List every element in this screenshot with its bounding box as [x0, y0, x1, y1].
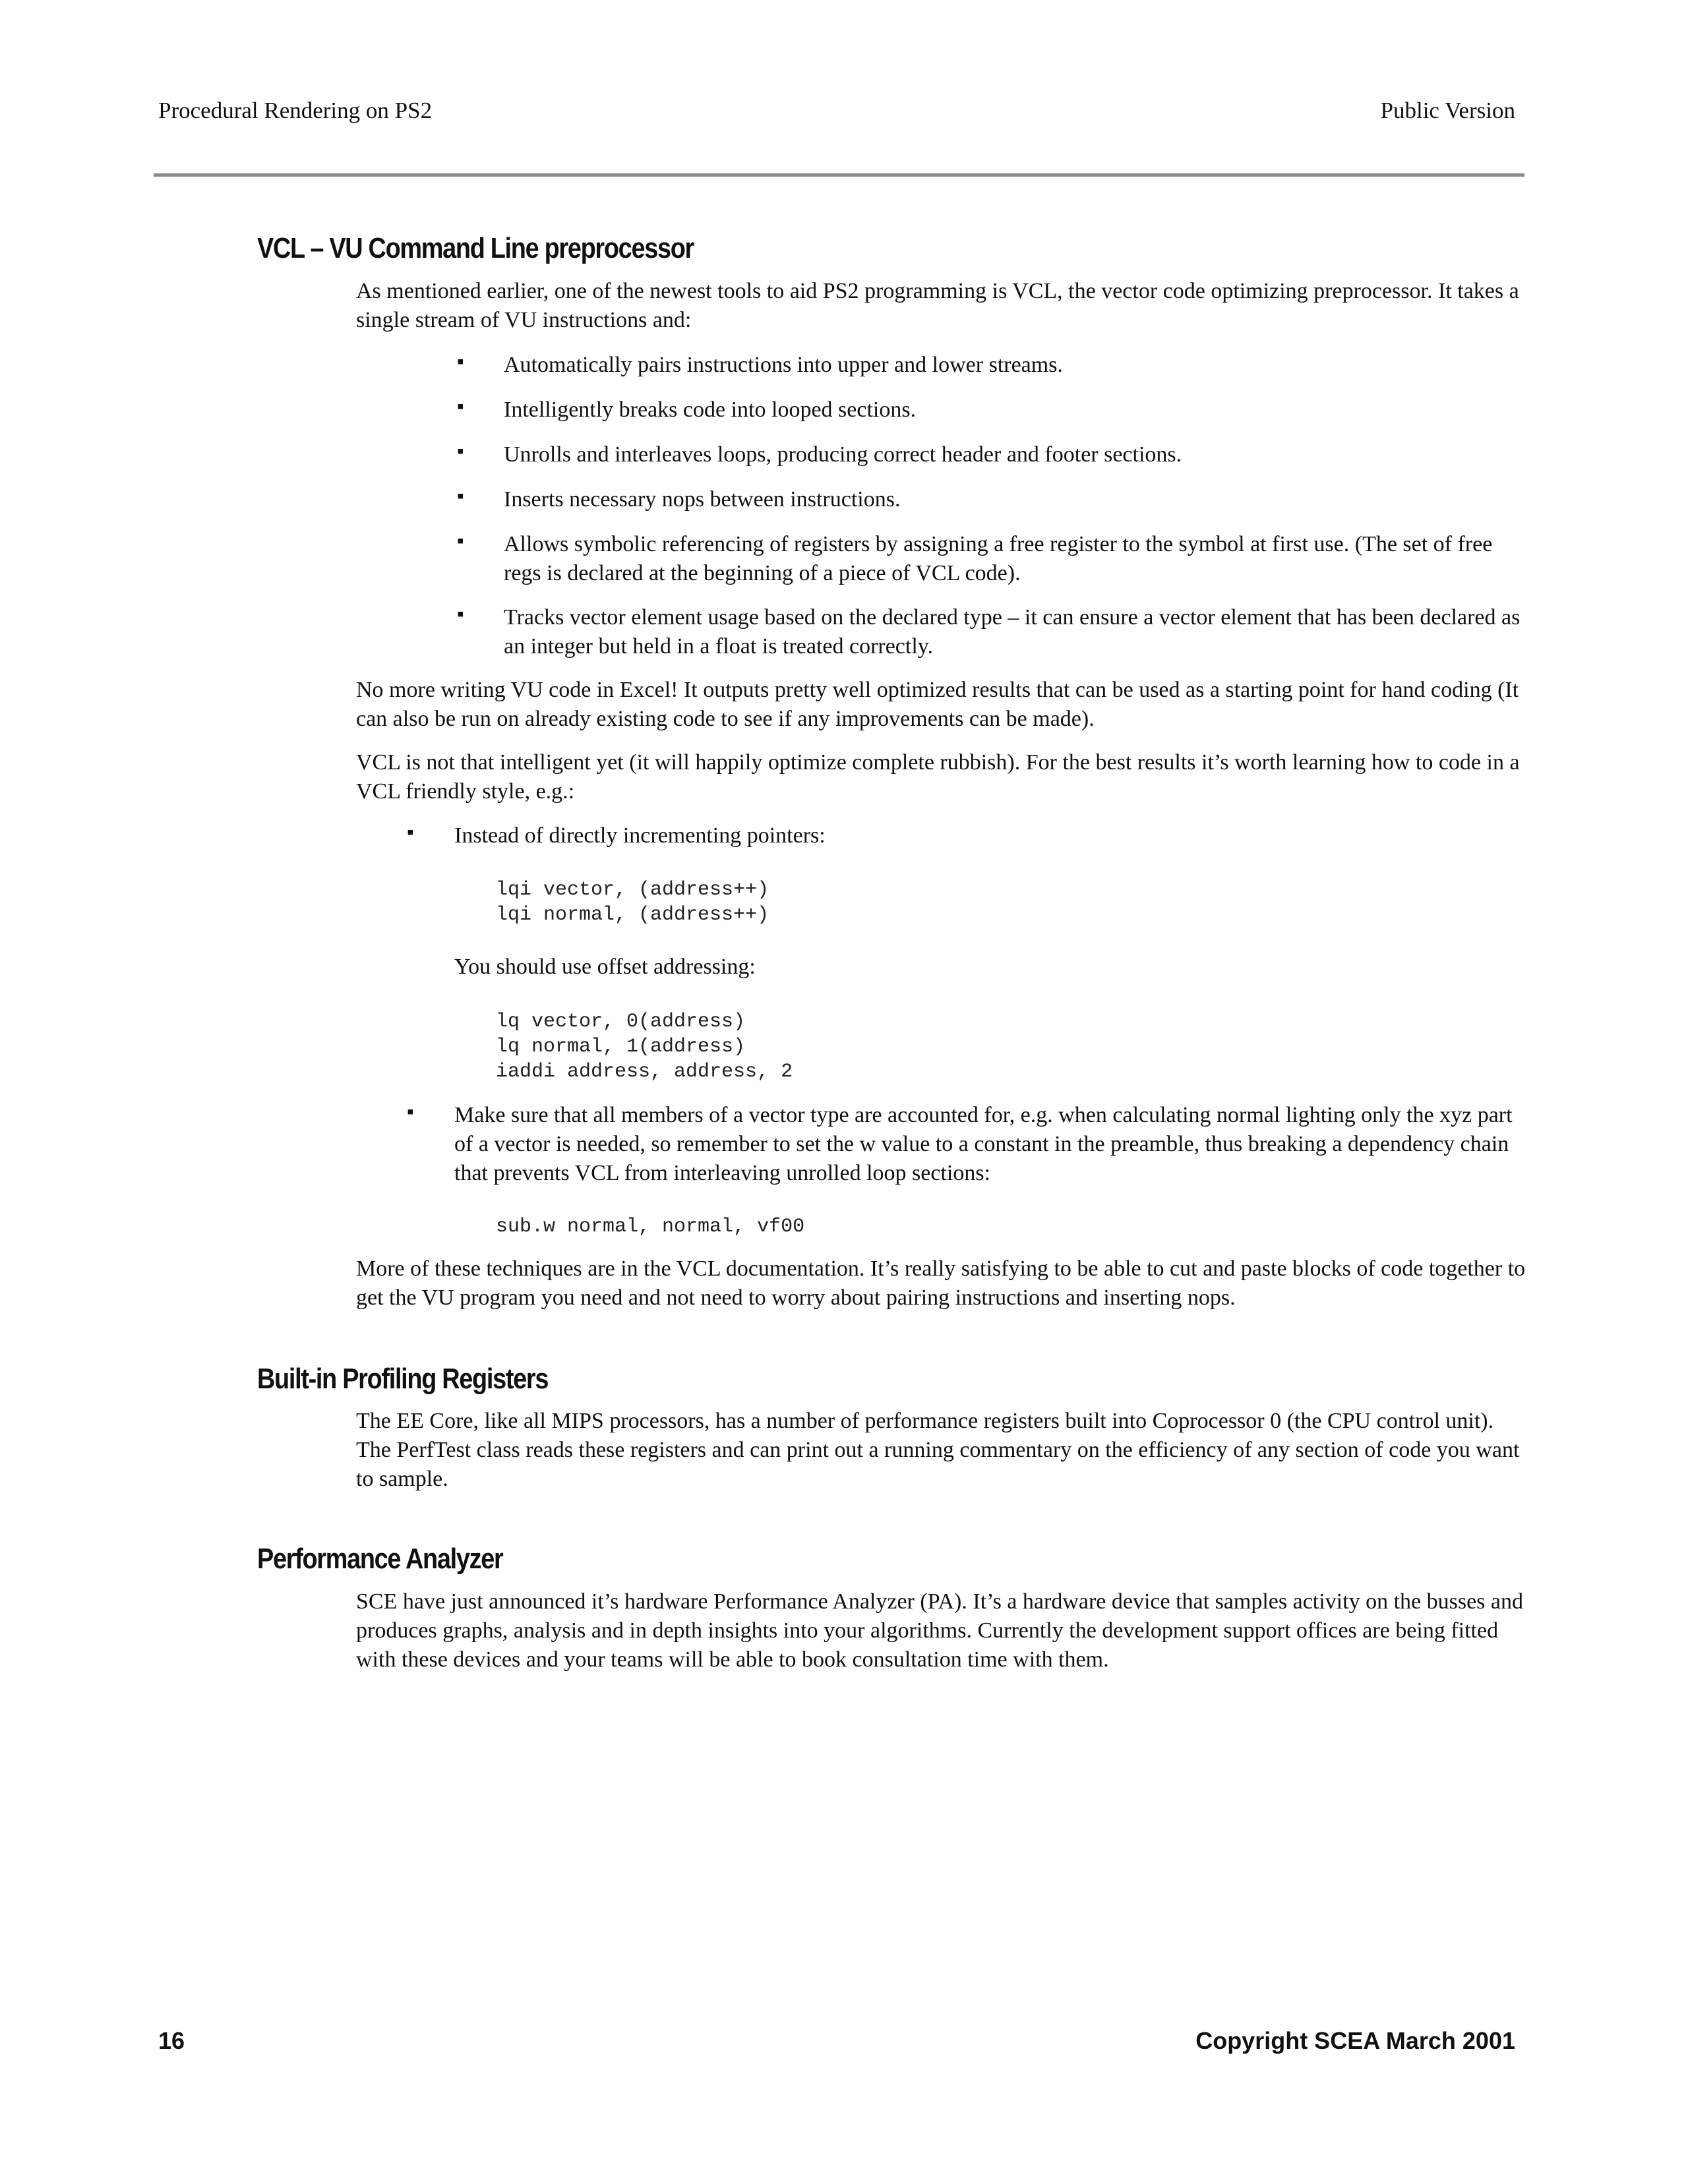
list-item: Unrolls and interleaves loops, producing correct header and footer sections.: [504, 442, 1182, 467]
paragraph-vcl-excel: No more writing VU code in Excel! It outputs pretty well optimized results that can be used as a starting point for hand coding (It can also be run on already existing code to see if any improvements can be made).: [356, 678, 1519, 731]
code-block-sub: sub.w normal, normal, vf00: [496, 1216, 805, 1238]
running-header-title: Procedural Rendering on PS2: [158, 98, 433, 123]
paragraph-vcl-intro: As mentioned earlier, one of the newest tools to aid PS2 programming is VCL, the vector code optimizing preprocessor. It takes a single stream of VU instructions and:: [356, 279, 1519, 332]
section-heading-vcl: VCL – VU Command Line preprocessor: [257, 232, 694, 264]
list-item-tip: Make sure that all members of a vector type are accounted for, e.g. when calculating normal lighting only the xyz part of a vector is needed, so remember to set the w value to a constant in the preamble, thus breaking a dependency chain that prevents VCL from interleaving unrolled loop sections:: [454, 1103, 1513, 1185]
bullet-icon: ▪: [457, 351, 464, 372]
list-item: Inserts necessary nops between instructions.: [504, 487, 901, 512]
bullet-icon: ▪: [457, 396, 464, 417]
bullet-icon: ▪: [457, 485, 464, 507]
paragraph-vcl-docs: More of these techniques are in the VCL documentation. It’s really satisfying to be able to cut and paste blocks of code together to get the VU program you need and not need to worry about pairing instructions and inserting nops.: [356, 1256, 1526, 1310]
bullet-icon: ▪: [407, 821, 414, 843]
code-block-increment: lqi vector, (address++) lqi normal, (address++): [496, 879, 769, 926]
bullet-icon: ▪: [457, 603, 464, 625]
bullet-icon: ▪: [457, 530, 464, 552]
page-number: 16: [158, 2027, 185, 2054]
section-heading-analyzer: Performance Analyzer: [257, 1543, 503, 1575]
code-block-offset: lq vector, 0(address) lq normal, 1(address) iaddi address, address, 2: [496, 1011, 793, 1083]
list-item: Allows symbolic referencing of registers by assigning a free register to the symbol at first use. (The set of free regs is declared at the beginning of a piece of VCL code).: [504, 532, 1493, 585]
tip-followup-text: You should use offset addressing:: [454, 955, 756, 979]
list-item: Tracks vector element usage based on the declared type – it can ensure a vector element that has been declared as an integer but held in a float is treated correctly.: [504, 605, 1521, 659]
running-header-version: Public Version: [1380, 98, 1515, 123]
paragraph-profiling: The EE Core, like all MIPS processors, has a number of performance registers built into Coprocessor 0 (the CPU control unit). The PerfTest class reads these registers and can print out a running commentary on the efficiency of any section of code you want to sample.: [356, 1409, 1520, 1491]
footer-copyright: Copyright SCEA March 2001: [1195, 2027, 1515, 2054]
paragraph-vcl-style: VCL is not that intelligent yet (it will happily optimize complete rubbish). For the best results it’s worth learning how to code in a VCL friendly style, e.g.:: [356, 750, 1520, 804]
list-item-tip: Instead of directly incrementing pointers:: [454, 823, 826, 848]
list-item: Automatically pairs instructions into upper and lower streams.: [504, 353, 1063, 377]
paragraph-analyzer: SCE have just announced it’s hardware Performance Analyzer (PA). It’s a hardware device that samples activity on the busses and produces graphs, analysis and in depth insights into your algorithms. Currently the development support offices are being fitted with these devices and your teams will be able to book consultation time with them.: [356, 1589, 1523, 1672]
header-rule: [154, 173, 1524, 177]
section-heading-profiling: Built-in Profiling Registers: [257, 1363, 549, 1395]
list-item: Intelligently breaks code into looped sections.: [504, 398, 917, 422]
bullet-icon: ▪: [457, 440, 464, 462]
bullet-icon: ▪: [407, 1101, 414, 1123]
